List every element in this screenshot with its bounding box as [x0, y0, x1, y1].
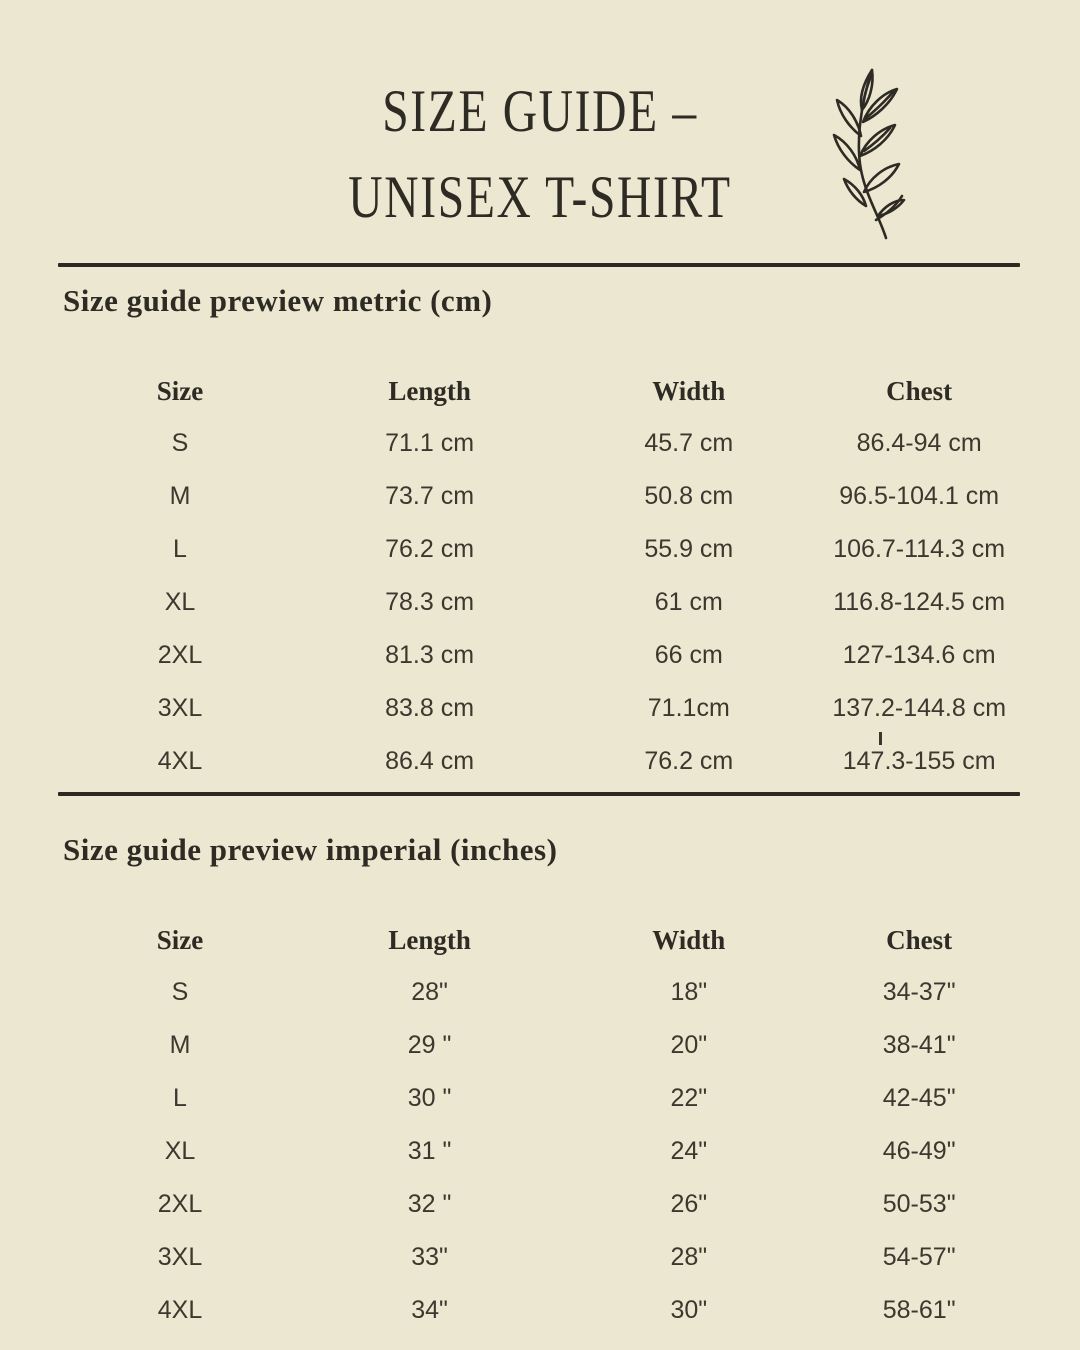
size-cell: M: [169, 1031, 191, 1059]
value-cell: 96.5-104.1 cm: [839, 482, 1000, 510]
column-header: Chest: [886, 924, 953, 955]
value-cell: 20": [670, 1031, 708, 1059]
size-cell: S: [171, 978, 189, 1006]
value-cell: 28": [411, 978, 448, 1006]
value-cell: 76.2 cm: [385, 535, 475, 563]
imperial-table: [60, 914, 1020, 1337]
table-row: [60, 523, 1020, 576]
size-cell: XL: [164, 1137, 196, 1165]
value-cell: 54-57": [882, 1243, 956, 1271]
column-header: Chest: [886, 375, 953, 406]
value-cell: 147.3-155 cm: [842, 747, 996, 775]
value-cell: 137.2-144.8 cm: [832, 694, 1007, 722]
metric-table-body: [60, 417, 1020, 788]
value-cell: 106.7-114.3 cm: [833, 535, 1006, 563]
value-cell: 50.8 cm: [644, 482, 734, 510]
size-cell: L: [173, 535, 187, 563]
table-row: [60, 1231, 1020, 1284]
value-cell: 73.7 cm: [385, 482, 475, 510]
size-cell: 2XL: [157, 1190, 203, 1218]
metric-section-heading: Size guide prewiew metric (cm): [63, 283, 493, 318]
value-cell: 76.2 cm: [644, 747, 734, 775]
value-cell: 86.4-94 cm: [856, 429, 982, 457]
imperial-section-heading: Size guide preview imperial (inches): [63, 832, 558, 867]
column-header: Width: [652, 375, 726, 406]
value-cell: 18": [670, 978, 708, 1006]
value-cell: 58-61": [882, 1296, 956, 1324]
table-row: [60, 629, 1020, 682]
value-cell: 71.1 cm: [385, 429, 475, 457]
value-cell: 42-45": [882, 1084, 956, 1112]
divider-line-top: [58, 263, 1020, 267]
imperial-table-header-row: [60, 914, 1020, 966]
size-cell: S: [171, 429, 189, 457]
table-row: [60, 417, 1020, 470]
value-cell: 31 ": [407, 1137, 452, 1165]
value-cell: 66 cm: [654, 641, 723, 669]
value-cell: 34-37": [882, 978, 956, 1006]
size-cell: XL: [164, 588, 196, 616]
value-cell: 78.3 cm: [385, 588, 475, 616]
size-cell: L: [173, 1084, 187, 1112]
value-cell: 32 ": [407, 1190, 452, 1218]
table-row: [60, 1178, 1020, 1231]
table-row: [60, 576, 1020, 629]
value-cell: 34": [411, 1296, 448, 1324]
value-cell: 24": [670, 1137, 708, 1165]
text-cursor-artifact: [879, 732, 882, 745]
table-row: [60, 1125, 1020, 1178]
column-header: Width: [652, 924, 726, 955]
value-cell: 116.8-124.5 cm: [833, 588, 1006, 616]
table-row: [60, 735, 1020, 788]
imperial-table-body: [60, 966, 1020, 1337]
value-cell: 83.8 cm: [385, 694, 475, 722]
size-cell: M: [169, 482, 191, 510]
value-cell: 55.9 cm: [644, 535, 734, 563]
metric-table: [60, 365, 1020, 788]
metric-table-header-row: [60, 365, 1020, 417]
value-cell: 50-53": [882, 1190, 956, 1218]
table-row: [60, 470, 1020, 523]
value-cell: 22": [670, 1084, 708, 1112]
column-header: Size: [156, 375, 204, 406]
table-row: [60, 1284, 1020, 1337]
value-cell: 61 cm: [654, 588, 723, 616]
value-cell: 46-49": [882, 1137, 956, 1165]
value-cell: 29 ": [407, 1031, 452, 1059]
page-title-line-1: SIZE GUIDE –: [382, 76, 698, 145]
divider-line-middle: [58, 792, 1020, 796]
column-header: Size: [156, 924, 204, 955]
table-row: [60, 1072, 1020, 1125]
size-cell: 4XL: [157, 1296, 203, 1324]
value-cell: 26": [670, 1190, 708, 1218]
column-header: Length: [388, 375, 471, 406]
table-row: [60, 1019, 1020, 1072]
value-cell: 71.1cm: [647, 694, 730, 722]
value-cell: 127-134.6 cm: [842, 641, 996, 669]
value-cell: 45.7 cm: [644, 429, 734, 457]
value-cell: 28": [670, 1243, 708, 1271]
value-cell: 81.3 cm: [385, 641, 475, 669]
value-cell: 38-41": [882, 1031, 956, 1059]
table-row: [60, 966, 1020, 1019]
value-cell: 33": [411, 1243, 448, 1271]
table-row: [60, 682, 1020, 735]
size-cell: 3XL: [157, 1243, 203, 1271]
column-header: Length: [388, 924, 471, 955]
page-title-line-2: UNISEX T-SHIRT: [348, 162, 732, 231]
size-cell: 4XL: [157, 747, 203, 775]
value-cell: 86.4 cm: [385, 747, 475, 775]
value-cell: 30 ": [407, 1084, 452, 1112]
size-cell: 2XL: [157, 641, 203, 669]
botanical-leaf-icon: [816, 64, 948, 242]
value-cell: 30": [670, 1296, 708, 1324]
size-cell: 3XL: [157, 694, 203, 722]
